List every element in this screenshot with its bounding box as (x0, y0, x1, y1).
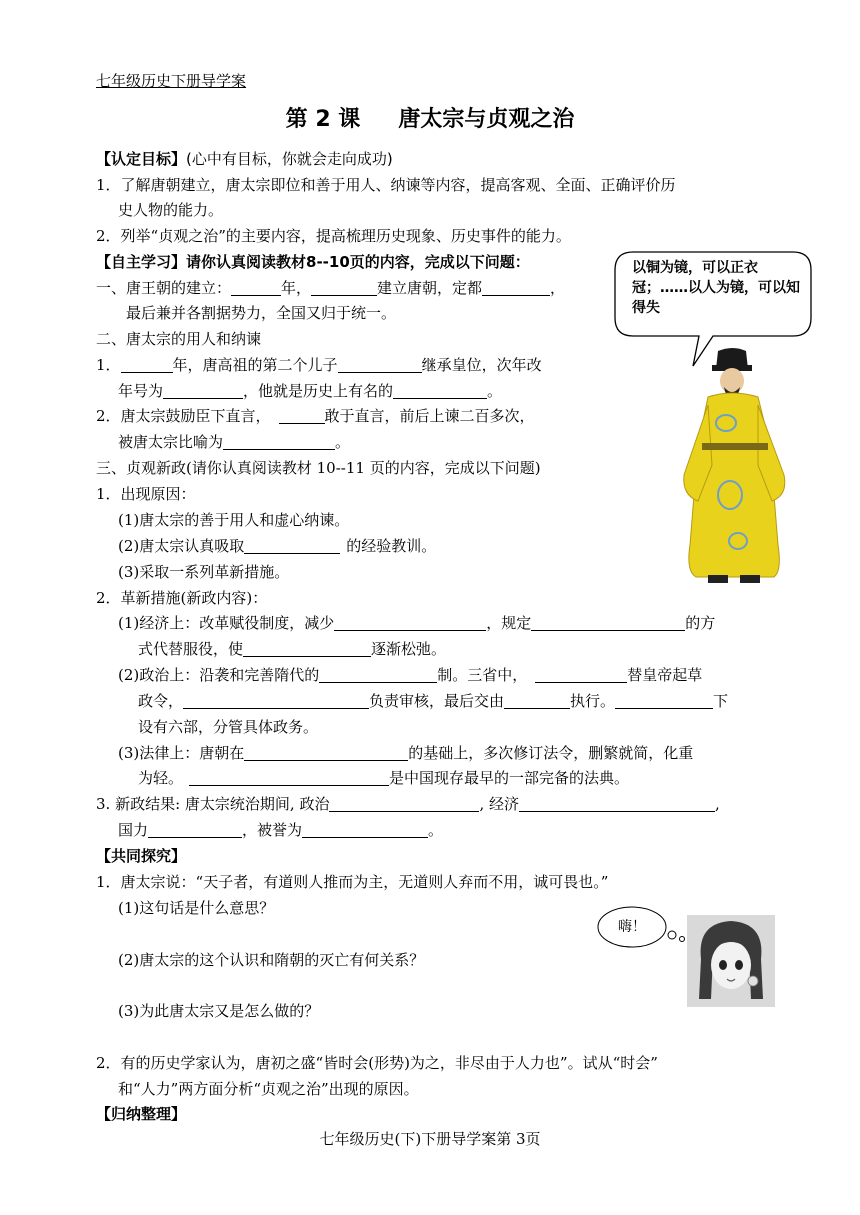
text: 的基础上，多次修订法令，删繁就简，化重 (408, 744, 694, 762)
self-study-heading-line (96, 251, 530, 273)
explore-q2-line1: 2．有的历史学家认为，唐初之盛“皆时会(形势)为之，非尽由于人力也”。试从“时会” (96, 1054, 658, 1072)
blank-era-name[interactable] (163, 383, 243, 399)
blank-famous-name[interactable] (393, 383, 487, 399)
text: 敢于直言，前后上谏二百多次， (324, 407, 535, 425)
section-1-line2: 最后兼并各割据势力，全国又归于统一。 (126, 304, 397, 322)
blank-politics[interactable] (329, 796, 479, 812)
text: (2)政治上：沿袭和完善隋代的 (118, 666, 320, 684)
blank-method[interactable] (531, 615, 685, 631)
page-footer: 七年级历史(下)下册导学案第 3页 (319, 1130, 541, 1148)
cause-2 (118, 535, 436, 557)
blank-code[interactable] (189, 770, 389, 786)
text: 一、唐王朝的建立： (96, 279, 232, 297)
pol-line1 (118, 664, 702, 686)
blank-praised-as[interactable] (302, 822, 428, 838)
explore-q2-line2: 和“人力”两方面分析“贞观之治”出现的原因。 (118, 1080, 419, 1098)
q2-line2 (118, 431, 350, 453)
text: 。 (428, 821, 444, 839)
text: 负责审核，最后交由 (369, 692, 505, 710)
q1-line2 (118, 380, 502, 402)
econ-line1 (118, 612, 715, 634)
text: 国力 (118, 821, 149, 839)
text: 年，唐高祖的第二个儿子 (172, 356, 338, 374)
text: 的方 (685, 614, 716, 632)
text: 继承皇位，次年改 (421, 356, 542, 374)
cause-3: (3)采取一系列革新措施。 (118, 563, 290, 581)
emperor-taizong-illustration (678, 345, 790, 585)
blank-law-basis[interactable] (244, 745, 408, 761)
section-3-heading: 三、贞观新政(请你认真阅读教材 10--11 页的内容，完成以下问题) (96, 459, 541, 477)
section-1-line1 (96, 277, 565, 299)
text: 是中国现存最早的一部完备的法典。 (389, 769, 630, 787)
text: 3. 新政结果: 唐太宗统治期间, 政治 (96, 795, 330, 813)
text: ， (550, 279, 566, 297)
text: 。 (335, 433, 351, 451)
explore-q1-3: (3)为此唐太宗又是怎么做的？ (118, 1002, 320, 1020)
text: ，他就是历史上有名的 (243, 382, 394, 400)
blank-department[interactable] (615, 693, 713, 709)
header-title: 七年级历史下册导学案 (96, 72, 247, 90)
explore-q1-2: (2)唐太宗的这个认识和隋朝的灭亡有何关系？ (118, 951, 425, 969)
lesson-name: 唐太宗与贞观之治 (398, 107, 575, 132)
blank-executor[interactable] (504, 693, 570, 709)
measures-heading: 2．革新措施(新政内容)： (96, 589, 268, 607)
section-2-heading: 二、唐太宗的用人和纳谏 (96, 330, 262, 348)
blank-accession-year[interactable] (121, 357, 173, 373)
explore-q1-1: (1)这句话是什么意思？ (118, 899, 275, 917)
cause-heading: 1．出现原因： (96, 485, 196, 503)
goals-heading: 【认定目标】 (96, 150, 187, 168)
blank-system[interactable] (319, 667, 437, 683)
goal-2: 2．列举“贞观之治”的主要内容，提高梳理历史现象、历史事件的能力。 (96, 227, 571, 245)
blank-reduce[interactable] (334, 615, 486, 631)
blank-year[interactable] (231, 280, 281, 296)
text: , 经济 (479, 795, 519, 813)
text: (1)经济上：改革赋役制度，减少 (118, 614, 335, 632)
text: ，被誉为 (242, 821, 303, 839)
cause-1: (1)唐太宗的善于用人和虚心纳谏。 (118, 511, 350, 529)
text: 式代替服役，使 (138, 640, 244, 658)
explore-q1: 1．唐太宗说：“天子者，有道则人推而为主，无道则人弃而不用，诚可畏也。” (96, 873, 609, 891)
text: 替皇帝起草 (627, 666, 703, 684)
goals-heading-line (96, 148, 393, 170)
text: 建立唐朝，定都 (377, 279, 483, 297)
text: 逐渐松弛。 (371, 640, 447, 658)
text: (3)法律上：唐朝在 (118, 744, 245, 762)
text: 政令， (138, 692, 184, 710)
pol-line2 (138, 690, 728, 712)
text: 制。三省中， (437, 666, 528, 684)
text: 执行。 (570, 692, 616, 710)
blank-founder[interactable] (311, 280, 377, 296)
text: ，规定 (486, 614, 532, 632)
law-line1 (118, 742, 693, 764)
lesson-title (0, 104, 860, 136)
text: 为轻。 (138, 769, 184, 787)
blank-minister[interactable] (279, 408, 325, 424)
text: , (715, 795, 720, 813)
result-line2 (118, 819, 443, 841)
blank-son-name[interactable] (338, 357, 422, 373)
q2-line1 (96, 405, 535, 427)
self-study-heading: 【自主学习】 (96, 253, 187, 271)
blank-relax[interactable] (243, 641, 371, 657)
econ-line2 (138, 638, 446, 660)
text: 被唐太宗比喻为 (118, 433, 224, 451)
self-study-intro: 请你认真阅读教材8--10页的内容，完成以下问题： (186, 253, 530, 271)
explore-heading: 【共同探究】 (96, 847, 187, 865)
text: 年， (281, 279, 312, 297)
law-line2 (138, 767, 629, 789)
blank-capital[interactable] (482, 280, 550, 296)
goal-1-line1: 1．了解唐朝建立，唐太宗即位和善于用人、纳谏等内容，提高客观、全面、正确评价历 (96, 176, 676, 194)
text: 的经验教训。 (346, 537, 437, 555)
q1-line1 (96, 354, 542, 376)
summary-heading: 【归纳整理】 (96, 1105, 187, 1123)
blank-economy[interactable] (519, 796, 715, 812)
girl-cartoon-illustration (687, 915, 775, 1007)
text: 年号为 (118, 382, 164, 400)
pol-line3: 设有六部，分管具体政务。 (138, 718, 319, 736)
text: 2．唐太宗鼓励臣下直言， (96, 407, 271, 425)
result-line1 (96, 793, 720, 815)
goals-subtitle: (心中有目标，你就会走向成功) (186, 150, 393, 168)
blank-power[interactable] (148, 822, 242, 838)
text: (2)唐太宗认真吸取 (118, 537, 245, 555)
thought-text: 嗨！ (618, 919, 646, 935)
lesson-number: 第 2 课 (285, 107, 361, 132)
blank-reviewer[interactable] (183, 693, 369, 709)
text: 1． (96, 356, 121, 374)
blank-lesson[interactable] (244, 538, 340, 554)
text: 下 (713, 692, 729, 710)
goal-1-line2: 史人物的能力。 (118, 201, 224, 219)
bubble-quote: 以铜为镜，可以正衣冠；……以人为镜，可以知得失 (632, 260, 800, 316)
blank-drafter[interactable] (535, 667, 627, 683)
blank-metaphor[interactable] (223, 434, 335, 450)
text: 。 (487, 382, 503, 400)
